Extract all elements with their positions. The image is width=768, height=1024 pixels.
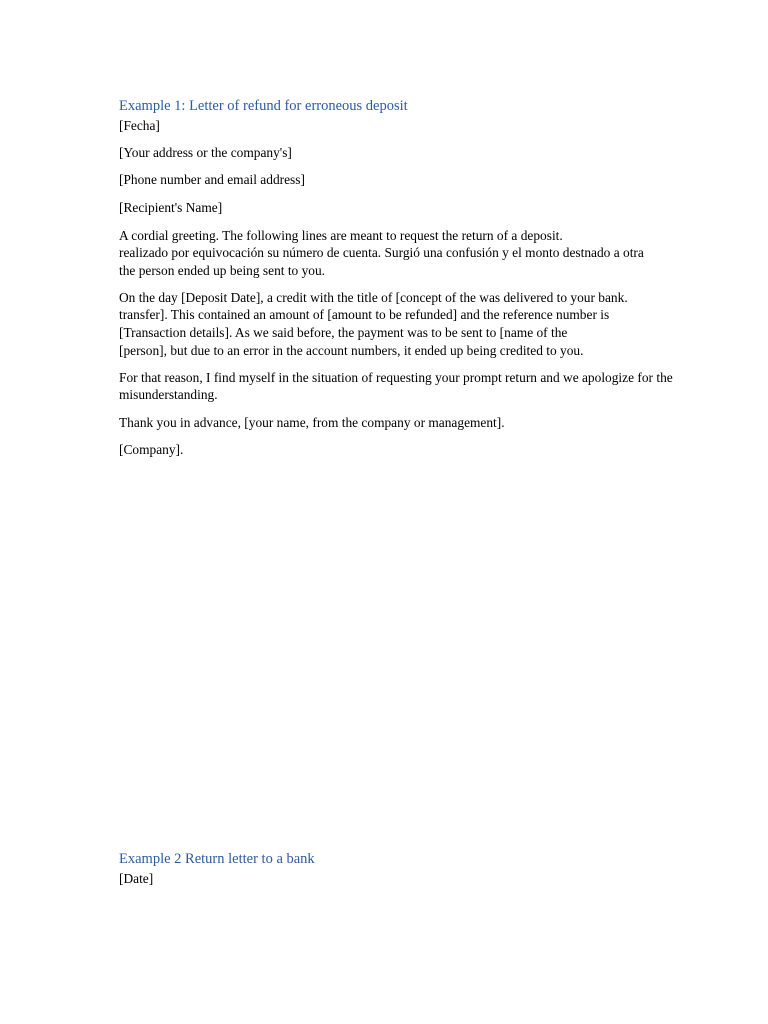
paragraph-line: On the day [Deposit Date], a credit with the title of [concept of the was delivered to your bank. — [119, 290, 628, 305]
example1-company: [Company]. — [119, 442, 184, 457]
paragraph-line: [person], but due to an error in the account numbers, it ended up being credited to you. — [119, 343, 584, 358]
paragraph-line: misunderstanding. — [119, 387, 218, 402]
example2-heading: Example 2 Return letter to a bank — [119, 851, 315, 867]
paragraph-line: A cordial greeting. The following lines are meant to request the return of a deposit. — [119, 228, 563, 243]
example1-sender-address: [Your address or the company's] — [119, 145, 292, 160]
example1-date: [Fecha] — [119, 118, 160, 133]
example2-date: [Date] — [119, 871, 154, 886]
paragraph-line: For that reason, I find myself in the situation of requesting your prompt return and we apologize for the — [119, 370, 673, 385]
paragraph-line: realizado por equivocación su número de cuenta. Surgió una confusión y el monto destnado a otra — [119, 245, 644, 260]
example1-contact: [Phone number and email address] — [119, 172, 305, 187]
paragraph-line: [Transaction details]. As we said before, the payment was to be sent to [name of the — [119, 325, 568, 340]
example1-closing: Thank you in advance, [your name, from the company or management]. — [119, 415, 505, 430]
example1-heading: Example 1: Letter of refund for erroneous deposit — [119, 98, 408, 114]
paragraph-line: transfer]. This contained an amount of [amount to be refunded] and the reference number is — [119, 307, 610, 322]
example1-recipient: [Recipient's Name] — [119, 200, 223, 215]
paragraph-line: the person ended up being sent to you. — [119, 263, 326, 278]
